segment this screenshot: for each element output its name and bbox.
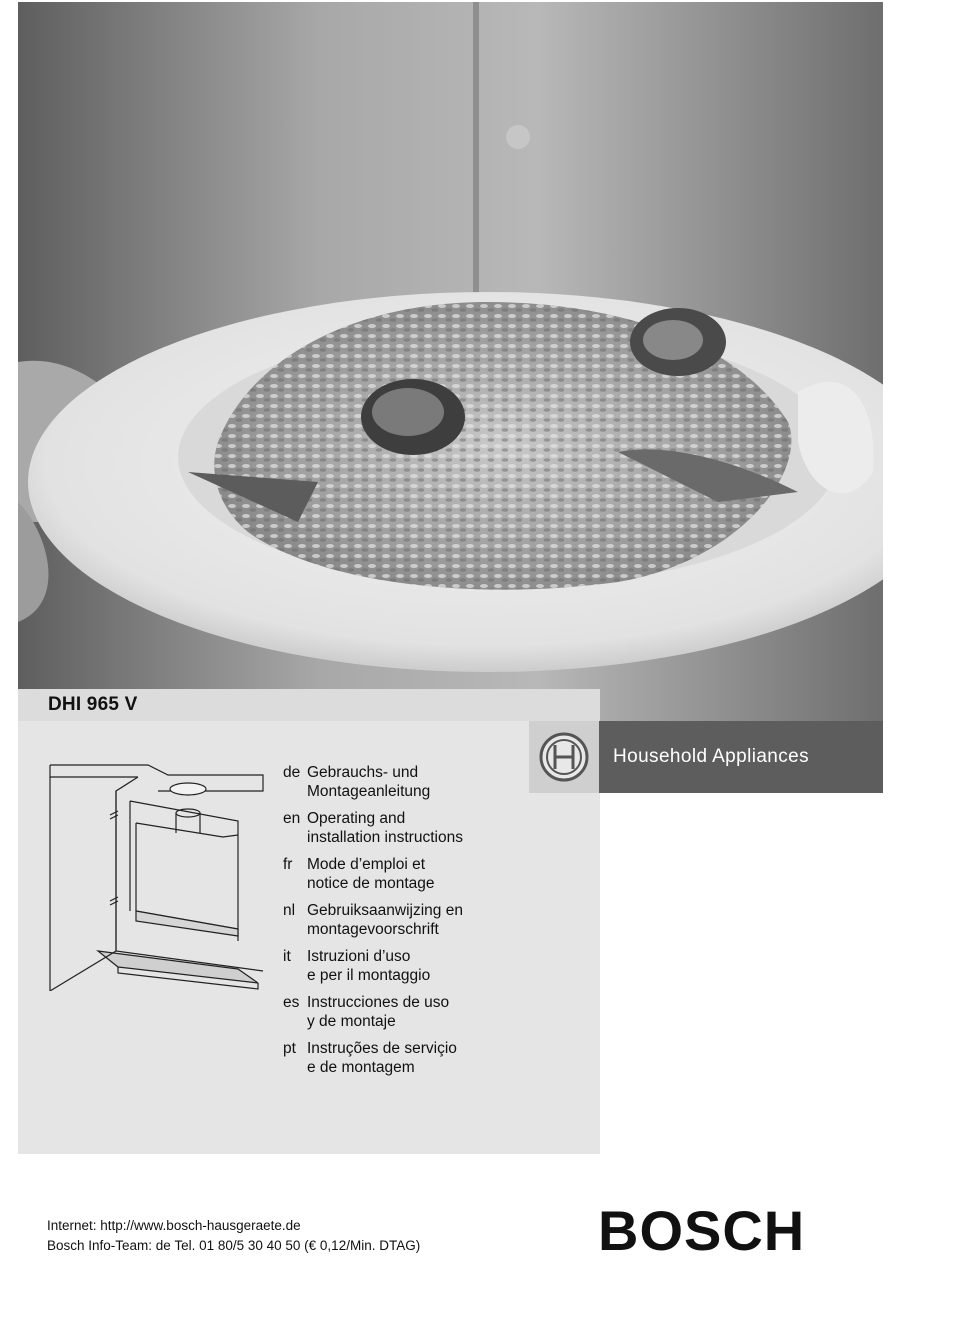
internet-line: Internet: http://www.bosch-hausgeraete.de	[47, 1218, 301, 1233]
info-team-line: Bosch Info-Team: de Tel. 01 80/5 30 40 50 (€ 0,12/Min. DTAG)	[47, 1238, 421, 1253]
language-item-pt	[283, 1039, 463, 1077]
model-title: DHI 965 V	[48, 694, 138, 715]
language-title: Instrucciones de uso y de montaje	[307, 994, 450, 1030]
language-code: en	[283, 810, 301, 827]
language-title: Gebrauchs- und Montageanleitung	[307, 764, 431, 800]
language-item-nl	[283, 901, 463, 939]
language-item-de	[283, 763, 463, 801]
language-code: pt	[283, 1040, 296, 1057]
contact-info	[47, 1216, 420, 1256]
language-title: Gebruiksaanwijzing en montagevoorschrift	[307, 902, 463, 938]
language-list	[283, 763, 463, 1085]
language-item-es	[283, 993, 463, 1031]
household-appliances-label: Household Appliances	[613, 746, 810, 767]
language-item-en	[283, 809, 463, 847]
logo-box	[529, 721, 599, 793]
language-code: de	[283, 764, 301, 781]
language-item-it	[283, 947, 463, 985]
model-band	[18, 689, 600, 721]
built-in-hood-drawing	[48, 761, 268, 991]
language-item-fr	[283, 855, 463, 893]
bosch-wordmark: BOSCH	[598, 1199, 806, 1262]
brand-band	[529, 721, 883, 793]
languages-panel	[18, 721, 600, 1154]
language-title: Operating and installation instructions	[307, 810, 463, 846]
language-code: es	[283, 994, 300, 1011]
bosch-armature-logo-icon	[538, 731, 590, 783]
language-title: Istruzioni d’uso e per il montaggio	[307, 948, 431, 984]
language-title: Mode d’emploi et notice de montage	[307, 856, 435, 892]
language-title: Instruções de serviçio e de montagem	[307, 1040, 457, 1076]
language-code: nl	[283, 902, 296, 919]
plate-of-risotto-photo	[18, 2, 883, 722]
language-code: it	[283, 948, 291, 965]
language-code: fr	[283, 856, 293, 873]
